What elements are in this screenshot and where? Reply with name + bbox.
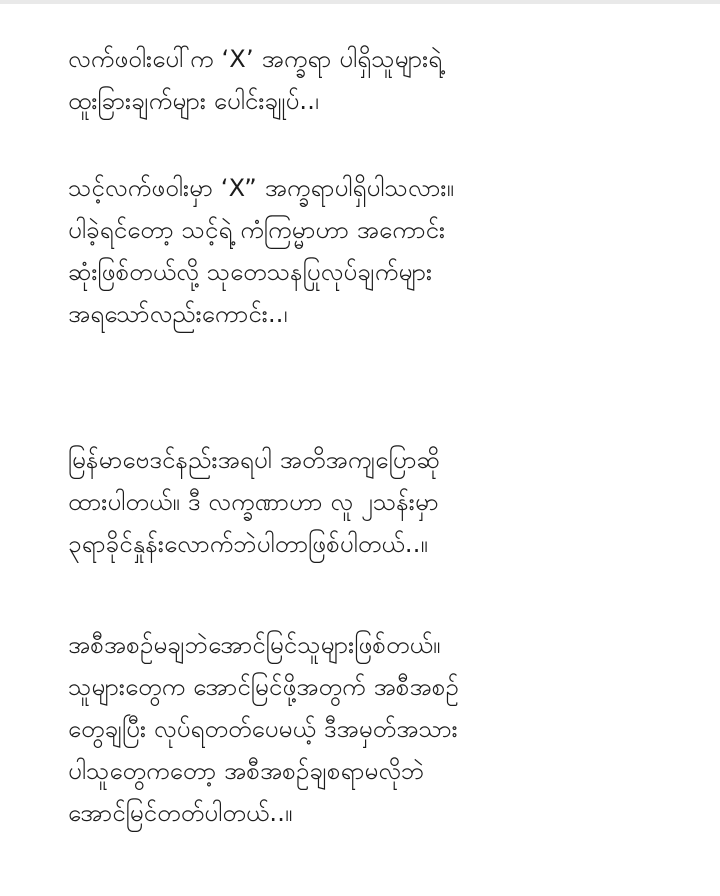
text-line: ပါသူတွေကတော့ အစီအစဉ်ချစရာမလိုဘဲ xyxy=(68,757,425,785)
paragraph xyxy=(68,439,668,565)
paragraph xyxy=(68,624,668,834)
text-line: အစီအစဉ်မချဘဲအောင်မြင်သူများဖြစ်တယ်။ xyxy=(68,631,441,659)
text-line: သင့်လက်ဖဝါးမှာ ‘X” အက္ခရာပါရှိပါသလား။ xyxy=(68,174,455,202)
paragraph-title xyxy=(68,38,668,122)
text-line: သူများတွေက အောင်မြင်ဖို့အတွက် အစီအစဉ် xyxy=(68,673,459,701)
text-line: ပါခဲ့ရင်တော့ သင့်ရဲ့ ကံကြမ္မာဟာ အကောင်း xyxy=(68,216,446,244)
text-line: ထူးခြားချက်များ ပေါင်းချုပ်..၊ xyxy=(68,87,320,115)
text-line: မြန်မာဗေဒင်နည်းအရပါ အတိအကျပြောဆို xyxy=(68,446,440,474)
text-line: တွေချပြီး လုပ်ရတတ်ပေမယ့် ဒီအမှတ်အသား xyxy=(68,715,458,743)
text-line: အရသော်လည်းကောင်း..၊ xyxy=(68,300,288,328)
text-line: ထားပါတယ်။ ဒီ လက္ခဏာဟာ လူ ၂သန်းမှာ xyxy=(68,488,439,516)
text-line: လက်ဖဝါးပေါ်က ‘X’ အက္ခရာ ပါရှိသူများရဲ့ xyxy=(68,45,443,73)
paragraph xyxy=(68,167,668,335)
text-line: ဆုံးဖြစ်တယ်လို့ သုတေသနပြုလုပ်ချက်များ xyxy=(68,258,433,286)
text-line: ၃ရာခိုင်နှုန်းလောက်ဘဲပါတာဖြစ်ပါတယ်..။ xyxy=(68,530,429,558)
text-line: အောင်မြင်တတ်ပါတယ်..။ xyxy=(68,799,293,827)
